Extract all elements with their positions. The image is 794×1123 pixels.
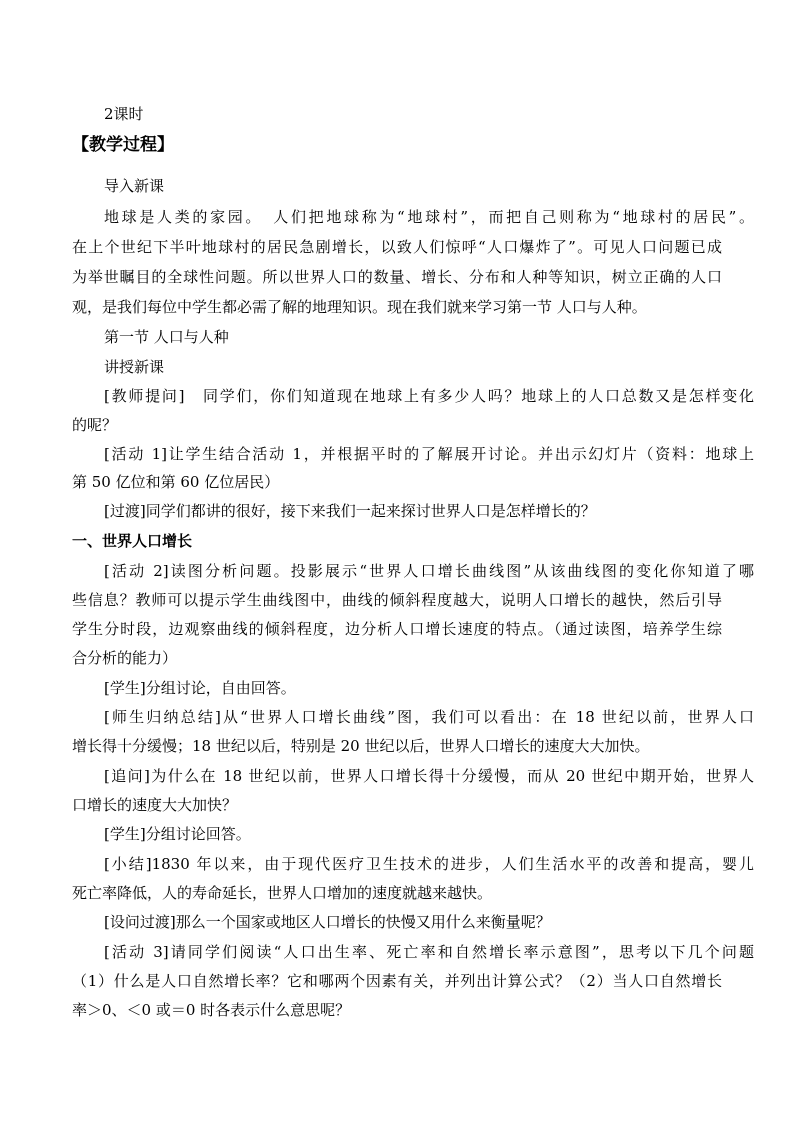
paragraph-line: 在上个世纪下半叶地球村的居民急剧增长，以致人们惊呼“人口爆炸了”。可见人口问题已成 xyxy=(72,238,722,256)
paragraph-line: [活动 1]让学生结合活动 1，并根据平时的了解展开讨论。并出示幻灯片（资料：地球上 xyxy=(104,445,754,463)
paragraph-line: [活动 3]请同学们阅读“人口出生率、死亡率和自然增长率示意图”，思考以下几个问题 xyxy=(104,943,754,961)
paragraph-line: 地球是人类的家园。 人们把地球称为“地球村”，而把自己则称为“地球村的居民”。 xyxy=(104,208,754,226)
paragraph-line: [教师提问] 同学们，你们知道现在地球上有多少人吗？地球上的人口总数又是怎样变化 xyxy=(104,387,754,405)
paragraph-line: [设问过渡]那么一个国家或地区人口增长的快慢又用什么来衡量呢？ xyxy=(104,913,551,931)
paragraph-line: 些信息？教师可以提示学生曲线图中，曲线的倾斜程度越大，说明人口增长的越快，然后引导 xyxy=(72,591,722,609)
section-heading-teaching-process: 【教学过程】 xyxy=(72,135,174,155)
paragraph-line: [师生归纳总结]从“世界人口增长曲线”图，我们可以看出：在 18 世纪以前，世界人口 xyxy=(104,708,754,726)
paragraph-line: 合分析的能力） xyxy=(72,649,178,667)
paragraph-line: 口增长的速度大大加快？ xyxy=(72,796,238,814)
paragraph-line: 率＞0、＜0 或＝0 时各表示什么意思呢？ xyxy=(72,1001,351,1019)
paragraph-line: 观，是我们每位中学生都必需了解的地理知识。现在我们就来学习第一节 人口与人种。 xyxy=(72,298,647,316)
paragraph-line: 为举世瞩目的全球性问题。所以世界人口的数量、增长、分布和人种等知识，树立正确的人口 xyxy=(72,268,722,286)
paragraph-line: 学生分时段，边观察曲线的倾斜程度，边分析人口增长速度的特点。（通过读图，培养学生综 xyxy=(72,620,722,638)
paragraph-line: [过渡]同学们都讲的很好，接下来我们一起来探讨世界人口是怎样增长的？ xyxy=(104,502,596,520)
paragraph-line: （1）什么是人口自然增长率？它和哪两个因素有关，并列出计算公式？（2）当人口自然增长 xyxy=(72,972,722,990)
paragraph-line: 增长得十分缓慢；18 世纪以后，特别是 20 世纪以后，世界人口增长的速度大大加快。 xyxy=(72,737,650,755)
paragraph-line: [小结]1830 年以来，由于现代医疗卫生技术的进步，人们生活水平的改善和提高，婴儿 xyxy=(104,855,754,873)
paragraph-line: [学生]分组讨论回答。 xyxy=(104,825,251,843)
paragraph-line: 的呢？ xyxy=(72,416,118,434)
subheading-section-1: 第一节 人口与人种 xyxy=(104,328,229,346)
lesson-hours: 2课时 xyxy=(104,105,144,123)
subheading-intro: 导入新课 xyxy=(104,177,165,195)
paragraph-line: 第 50 亿位和第 60 亿位居民） xyxy=(72,473,280,491)
paragraph-line: [学生]分组讨论，自由回答。 xyxy=(104,679,296,697)
section-heading-population-growth: 一、世界人口增长 xyxy=(72,532,193,550)
paragraph-line: [追问]为什么在 18 世纪以前，世界人口增长得十分缓慢，而从 20 世纪中期开始，世界人 xyxy=(104,767,754,785)
subheading-new-lesson: 讲授新课 xyxy=(104,358,165,376)
paragraph-line: 死亡率降低，人的寿命延长，世界人口增加的速度就越来越快。 xyxy=(72,884,493,902)
paragraph-line: [活动 2]读图分析问题。投影展示“世界人口增长曲线图”从该曲线图的变化你知道了哪 xyxy=(104,562,754,580)
